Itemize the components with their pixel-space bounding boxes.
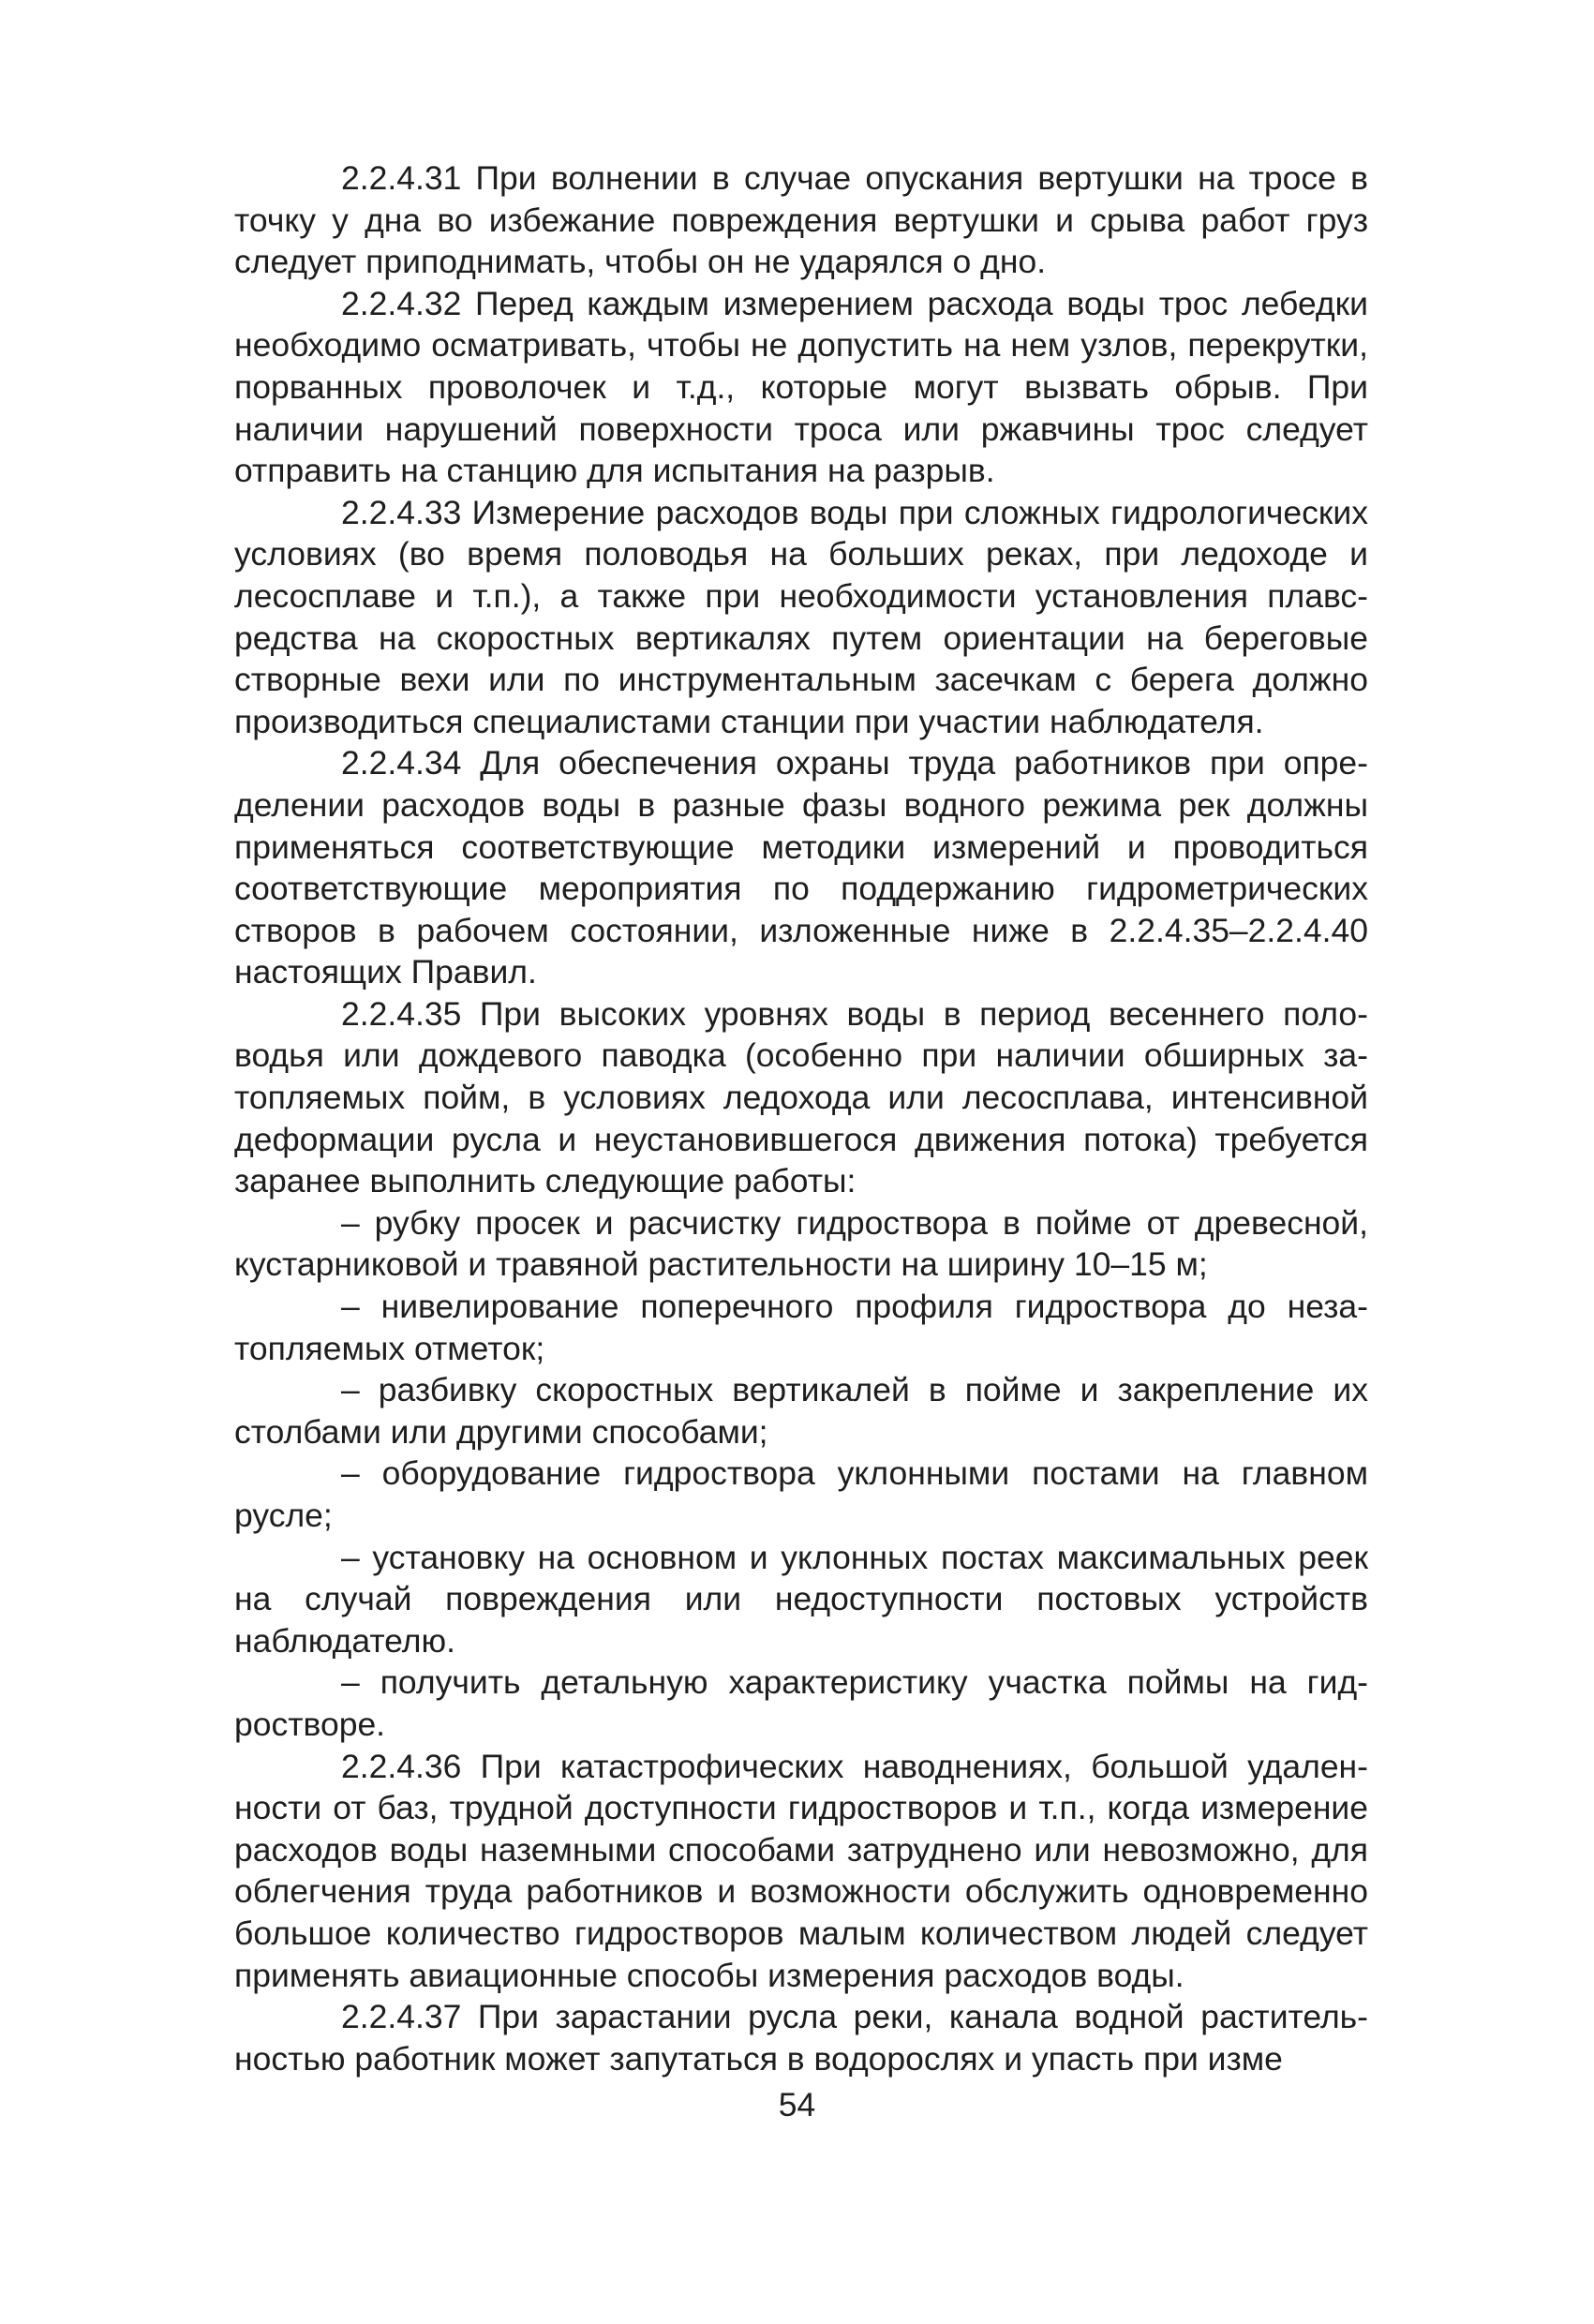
paragraph-2-2-4-35: 2.2.4.35 При высоких уровнях воды в период весеннего половодья или дождевого паводка (особенно при наличии обширных затопляемых пойм, в условиях ледохода или лесосплава, интенсивной деформации русла и неустановившегося движения потока) требуется заранее выполнить следующие работы: <box>234 994 1368 1200</box>
page-number: 54 <box>778 2086 816 2123</box>
paragraph-2-2-4-34: 2.2.4.34 Для обеспечения охраны труда работников при определении расходов воды в разные фазы водного режима рек должны применяться соответствующие методики измерений и проводиться соответствующие мероприятия по поддержанию гидрометрических створов в рабочем состоянии, изложенные ниже в 2.2.4.35–2.2.4.40 настоящих Правил. <box>234 744 1368 991</box>
paragraph-2-2-4-37: 2.2.4.37 При зарастании русла реки, канала водной растительностью работник может запутаться в водорослях и упасть при изме <box>234 1998 1368 2078</box>
list-item-leveling: – нивелирование поперечного профиля гидроствора до незатопляемых отметок; <box>234 1288 1368 1367</box>
list-item-clearing: – рубку просек и расчистку гидроствора в пойме от древесной, кустарниковой и травяной растительности на ширину 10–15 м; <box>234 1203 1368 1284</box>
list-item-slope-posts: – оборудование гидроствора уклонными постами на главном русле; <box>234 1454 1368 1534</box>
list-item-floodplain: – получить детальную характеристику участка поймы на гидростворе. <box>234 1663 1368 1743</box>
paragraph-2-2-4-36: 2.2.4.36 При катастрофических наводнениях, большой удаленности от баз, трудной доступности гидростворов и т.п., когда измерение расходов воды наземными способами затруднено или невозможно, для облегчения труда работников и возможности обслужить одновременно большое количество гидростворов малым количеством людей следует применять авиационные способы измерения расходов воды. <box>234 1747 1368 1994</box>
paragraph-2-2-4-33: 2.2.4.33 Измерение расходов воды при сложных гидрологических условиях (во время половодья на больших реках, при ледоходе и лесосплаве и т.п.), а также при необходимости установления плавсредства на скоростных вертикалях путем ориентации на береговые створные вехи или по инструментальным засечкам с берега должно производиться специалистами станции при участии наблюдателя. <box>234 493 1368 740</box>
list-item-verticals: – разбивку скоростных вертикалей в пойме и закрепление их столбами или другими способами; <box>234 1371 1368 1451</box>
list-item-max-gauges: – установку на основном и уклонных постах максимальных реек на случай повреждения или недоступности постовых устройств наблюдателю. <box>234 1538 1368 1660</box>
paragraph-2-2-4-31: 2.2.4.31 При волнении в случае опускания вертушки на тросе в точку у дна во избежание повреждения вертушки и срыва работ груз следует приподнимать, чтобы он не ударялся о дно. <box>234 159 1368 281</box>
body-text <box>234 157 1368 2079</box>
paragraph-2-2-4-32: 2.2.4.32 Перед каждым измерением расхода воды трос лебедки необходимо осматривать, чтобы не допустить на нем узлов, перекрутки, порванных проволочек и т.д., которые могут вызвать обрыв. При наличии нарушений поверхности троса или ржавчины трос следует отправить на станцию для испытания на разрыв. <box>234 284 1368 490</box>
